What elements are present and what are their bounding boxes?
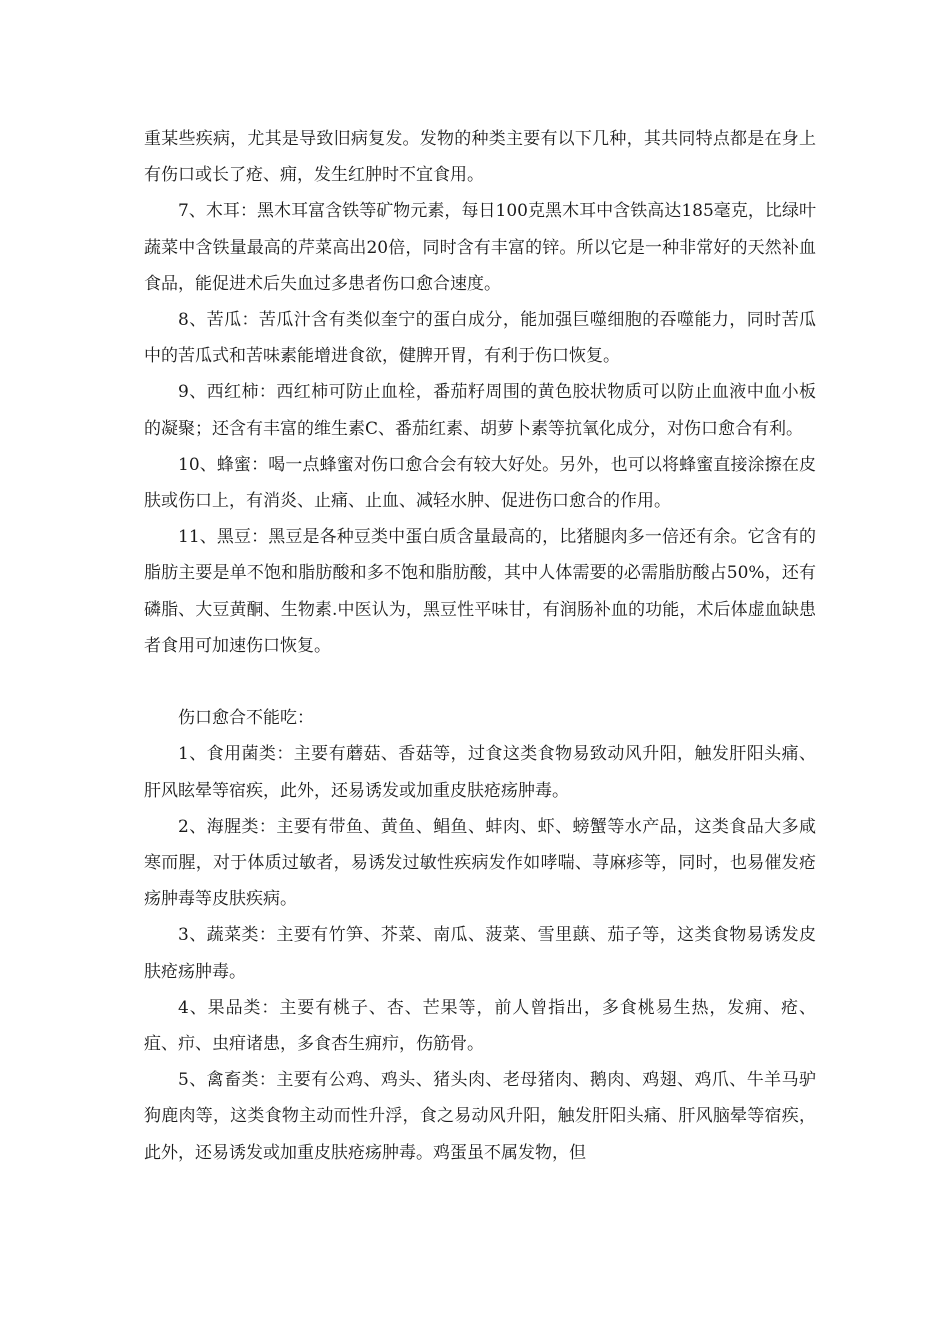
paragraph-continuation: 重某些疾病，尤其是导致旧病复发。发物的种类主要有以下几种，其共同特点都是在身上有伤口或长了疮、痈，发生红肿时不宜食用。 xyxy=(144,129,816,186)
paragraph-avoid-3: 3、蔬菜类：主要有竹笋、芥菜、南瓜、菠菜、雪里蕻、茄子等，这类食物易诱发皮肤疮疡肿毒。 xyxy=(144,925,816,982)
paragraph-item-8: 8、苦瓜：苦瓜汁含有类似奎宁的蛋白成分，能加强巨噬细胞的吞噬能力，同时苦瓜中的苦瓜式和苦味素能增进食欲，健脾开胃，有利于伤口恢复。 xyxy=(144,310,816,367)
blank-line xyxy=(144,664,816,700)
paragraph-avoid-1: 1、食用菌类：主要有蘑菇、香菇等，过食这类食物易致动风升阳，触发肝阳头痛、肝风眩晕等宿疾，此外，还易诱发或加重皮肤疮疡肿毒。 xyxy=(144,744,816,801)
paragraph-avoid-2: 2、海腥类：主要有带鱼、黄鱼、鲳鱼、蚌肉、虾、螃蟹等水产品，这类食品大多咸寒而腥，对于体质过敏者，易诱发过敏性疾病发作如哮喘、荨麻疹等，同时，也易催发疮疡肿毒等皮肤疾病。 xyxy=(144,816,816,910)
paragraph-item-10: 10、蜂蜜：喝一点蜂蜜对伤口愈合会有较大好处。另外，也可以将蜂蜜直接涂擦在皮肤或伤口上，有消炎、止痛、止血、减轻水肿、促进伤口愈合的作用。 xyxy=(144,454,816,512)
paragraph-item-9: 9、西红柿：西红柿可防止血栓，番茄籽周围的黄色胶状物质可以防止血液中血小板的凝聚；还含有丰富的维生素C、番茄红素、胡萝卜素等抗氧化成分，对伤口愈合有利。 xyxy=(144,382,816,439)
paragraph-item-7: 7、木耳：黑木耳富含铁等矿物元素，每日100克黑木耳中含铁高达185毫克，比绿叶蔬菜中含铁量最高的芹菜高出20倍，同时含有丰富的锌。所以它是一种非常好的天然补血食品，能促进术后失血过多患者伤口愈合速度。 xyxy=(144,201,816,294)
section-heading: 伤口愈合不能吃： xyxy=(178,708,314,729)
paragraph-item-11: 11、黑豆：黑豆是各种豆类中蛋白质含量最高的，比猪腿肉多一倍还有余。它含有的脂肪主要是单不饱和脂肪酸和多不饱和脂肪酸，其中人体需要的必需脂肪酸占50%，还有磷脂、大豆黄酮、生物素.中医认为，黑豆性平味甘，有润肠补血的功能，术后体虚血缺患者食用可加速伤口恢复。 xyxy=(144,527,816,656)
paragraph-avoid-4: 4、果品类：主要有桃子、杏、芒果等，前人曾指出，多食桃易生热，发痈、疮、疽、疖、虫疳诸患，多食杏生痈疖，伤筋骨。 xyxy=(144,997,816,1055)
paragraph-avoid-5: 5、禽畜类：主要有公鸡、鸡头、猪头肉、老母猪肉、鹅肉、鸡翅、鸡爪、牛羊马驴狗鹿肉等，这类食物主动而性升浮，食之易动风升阳，触发肝阳头痛、肝风脑晕等宿疾，此外，还易诱发或加重皮肤疮疡肿毒。鸡蛋虽不属发物，但 xyxy=(144,1070,816,1163)
document-body xyxy=(144,121,816,1171)
